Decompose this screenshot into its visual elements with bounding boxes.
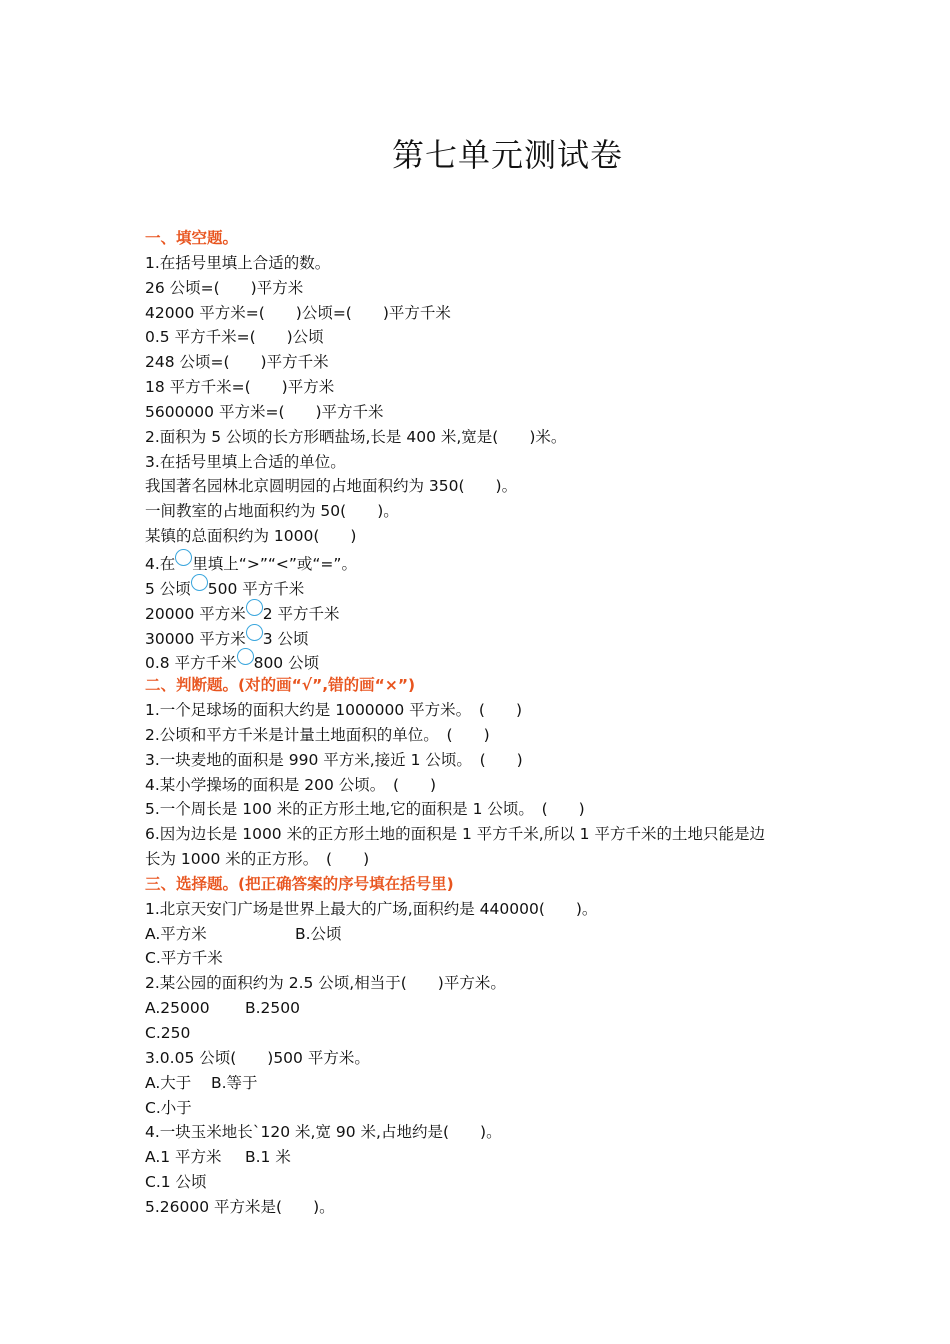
- page-title: 第七单元测试卷: [391, 136, 623, 174]
- section-heading-true-false: 二、判断题。(对的画“√”,错的画“×”): [145, 676, 416, 695]
- question-1-1c: 0.5 平方千米=( )公顷: [145, 328, 324, 347]
- question-1-1d: 248 公顷=( )平方千米: [145, 353, 329, 372]
- section-heading-multiple-choice: 三、选择题。(把正确答案的序号填在括号里): [145, 874, 454, 893]
- question-2-6-line2: 长为 1000 米的正方形。 ( ): [145, 850, 370, 869]
- question-1-4-suffix: 里填上“>”“<”或“=”。: [192, 554, 357, 573]
- question-2-5: 5.一个周长是 100 米的正方形土地,它的面积是 1 公顷。 ( ): [145, 800, 585, 819]
- options-3-2: [145, 996, 815, 1021]
- question-2-1: 1.一个足球场的面积大约是 1000000 平方米。 ( ): [145, 701, 523, 720]
- option-c: C.250: [145, 1024, 191, 1042]
- compare-left: 0.8 平方千米: [145, 654, 237, 673]
- compare-row-c: [145, 624, 815, 649]
- compare-right: 800 公顷: [253, 654, 320, 673]
- compare-left: 30000 平方米: [145, 629, 246, 648]
- question-2-4: 4.某小学操场的面积是 200 公顷。 ( ): [145, 775, 437, 794]
- question-1-3a: 我国著名园林北京圆明园的占地面积约为 350( )。: [145, 477, 518, 496]
- compare-right: 2 平方千米: [262, 604, 340, 623]
- question-2-6-line1: 6.因为边长是 1000 米的正方形土地的面积是 1 平方千米,所以 1 平方千米的土地只能是边: [145, 825, 765, 844]
- question-1-4-prefix: 4.在: [145, 554, 176, 573]
- question-3-3: 3.0.05 公顷( )500 平方米。: [145, 1048, 370, 1067]
- compare-right: 500 平方千米: [207, 579, 305, 598]
- compare-right: 3 公顷: [262, 629, 309, 648]
- options-3-3: [145, 1071, 815, 1096]
- section-heading-fill-blank: 一、填空题。: [145, 229, 239, 247]
- question-1-1a: 26 公顷=( )平方米: [145, 278, 304, 297]
- question-1-3: 3.在括号里填上合适的单位。: [145, 452, 346, 471]
- question-1-4: [145, 549, 815, 574]
- circle-blank-icon[interactable]: [191, 574, 208, 591]
- compare-row-a: [145, 574, 815, 599]
- question-1-1f: 5600000 平方米=( )平方千米: [145, 402, 384, 421]
- question-3-2: 2.某公园的面积约为 2.5 公顷,相当于( )平方米。: [145, 974, 506, 993]
- option-c: C.平方千米: [145, 949, 223, 968]
- question-1-3c: 某镇的总面积约为 1000( ): [145, 527, 357, 546]
- circle-blank-icon[interactable]: [237, 648, 254, 665]
- option-c: C.小于: [145, 1098, 192, 1117]
- question-1-3b: 一间教室的占地面积约为 50( )。: [145, 502, 399, 521]
- worksheet-body: [145, 226, 815, 1220]
- question-1-1: 1.在括号里填上合适的数。: [145, 253, 331, 272]
- compare-row-d: [145, 648, 815, 673]
- option-b: B.公顷: [295, 924, 342, 943]
- circle-blank-icon[interactable]: [246, 599, 263, 616]
- option-a: A.大于: [145, 1073, 192, 1092]
- option-a: A.1 平方米: [145, 1148, 222, 1167]
- option-b: B.2500: [245, 999, 301, 1018]
- question-1-1b: 42000 平方米=( )公顷=( )平方千米: [145, 303, 451, 322]
- compare-row-b: [145, 599, 815, 624]
- option-a: A.25000: [145, 999, 210, 1018]
- option-b: B.1 米: [245, 1148, 291, 1167]
- question-1-2: 2.面积为 5 公顷的长方形晒盐场,长是 400 米,宽是( )米。: [145, 427, 567, 446]
- question-2-2: 2.公顷和平方千米是计量土地面积的单位。 ( ): [145, 725, 490, 744]
- question-3-1: 1.北京天安门广场是世界上最大的广场,面积约是 440000( )。: [145, 899, 598, 918]
- question-3-5: 5.26000 平方米是( )。: [145, 1197, 335, 1216]
- question-3-4: 4.一块玉米地长`120 米,宽 90 米,占地约是( )。: [145, 1123, 502, 1142]
- option-b: B.等于: [211, 1073, 258, 1092]
- question-2-3: 3.一块麦地的面积是 990 平方米,接近 1 公顷。 ( ): [145, 750, 523, 769]
- option-a: A.平方米: [145, 924, 207, 943]
- compare-left: 5 公顷: [145, 579, 191, 598]
- option-c: C.1 公顷: [145, 1173, 207, 1192]
- circle-blank-icon[interactable]: [246, 624, 263, 641]
- options-3-4: [145, 1145, 815, 1170]
- compare-left: 20000 平方米: [145, 604, 246, 623]
- circle-blank-icon: [175, 549, 192, 566]
- options-3-1: [145, 922, 815, 947]
- question-1-1e: 18 平方千米=( )平方米: [145, 378, 335, 397]
